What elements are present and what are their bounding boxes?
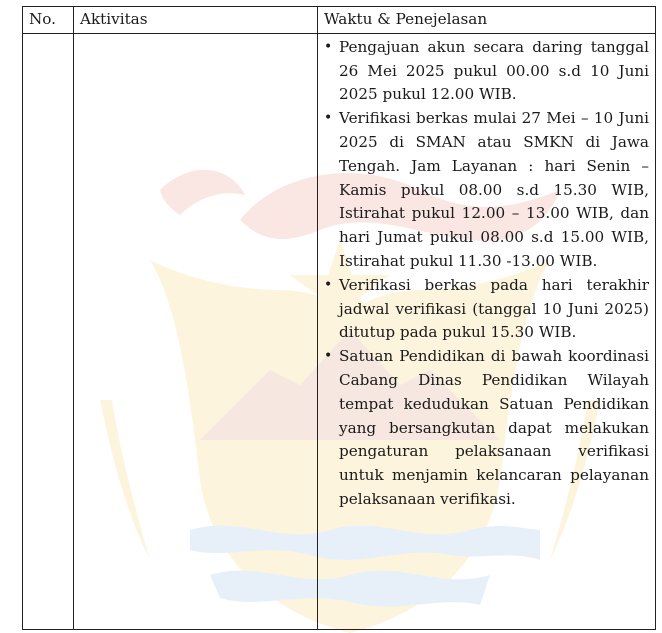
cell-aktivitas <box>74 33 318 629</box>
list-item: • Verifikasi berkas pada hari terakhir jadwal verifikasi (tanggal 10 Juni 2025) ditutup pada pukul 15.30 WIB. <box>324 274 649 345</box>
explanation-list <box>324 34 649 512</box>
cell-waktu-penjelasan <box>318 33 656 629</box>
table-row <box>23 33 656 629</box>
list-item: • Satuan Pendidikan di bawah koordinasi Cabang Dinas Pendidikan Wilayah tempat kedudukan Satuan Pendidikan yang bersangkutan dapat melakukan pengaturan pelaksanaan verifikasi untuk menjamin kelancaran pelayanan pelaksanaan verifikasi. <box>324 345 649 512</box>
schedule-table <box>22 6 656 630</box>
list-item: • Pengajuan akun secara daring tanggal 26 Mei 2025 pukul 00.00 s.d 10 Juni 2025 pukul 12.00 WIB. <box>324 36 649 107</box>
cell-no <box>23 33 74 629</box>
table-header-row <box>23 7 656 34</box>
header-no: No. <box>23 7 74 34</box>
list-item: • Verifikasi berkas mulai 27 Mei – 10 Juni 2025 di SMAN atau SMKN di Jawa Tengah. Jam Layanan : hari Senin – Kamis pukul 08.00 s.d 15.30 WIB, Istirahat pukul 12.00 – 13.00 WIB, dan hari Jumat pukul 08.00 s.d 15.00 WIB, Istirahat pukul 11.30 -13.00 WIB. <box>324 107 649 274</box>
header-aktivitas: Aktivitas <box>74 7 318 34</box>
header-waktu-penjelasan: Waktu & Penejelasan <box>318 7 656 34</box>
